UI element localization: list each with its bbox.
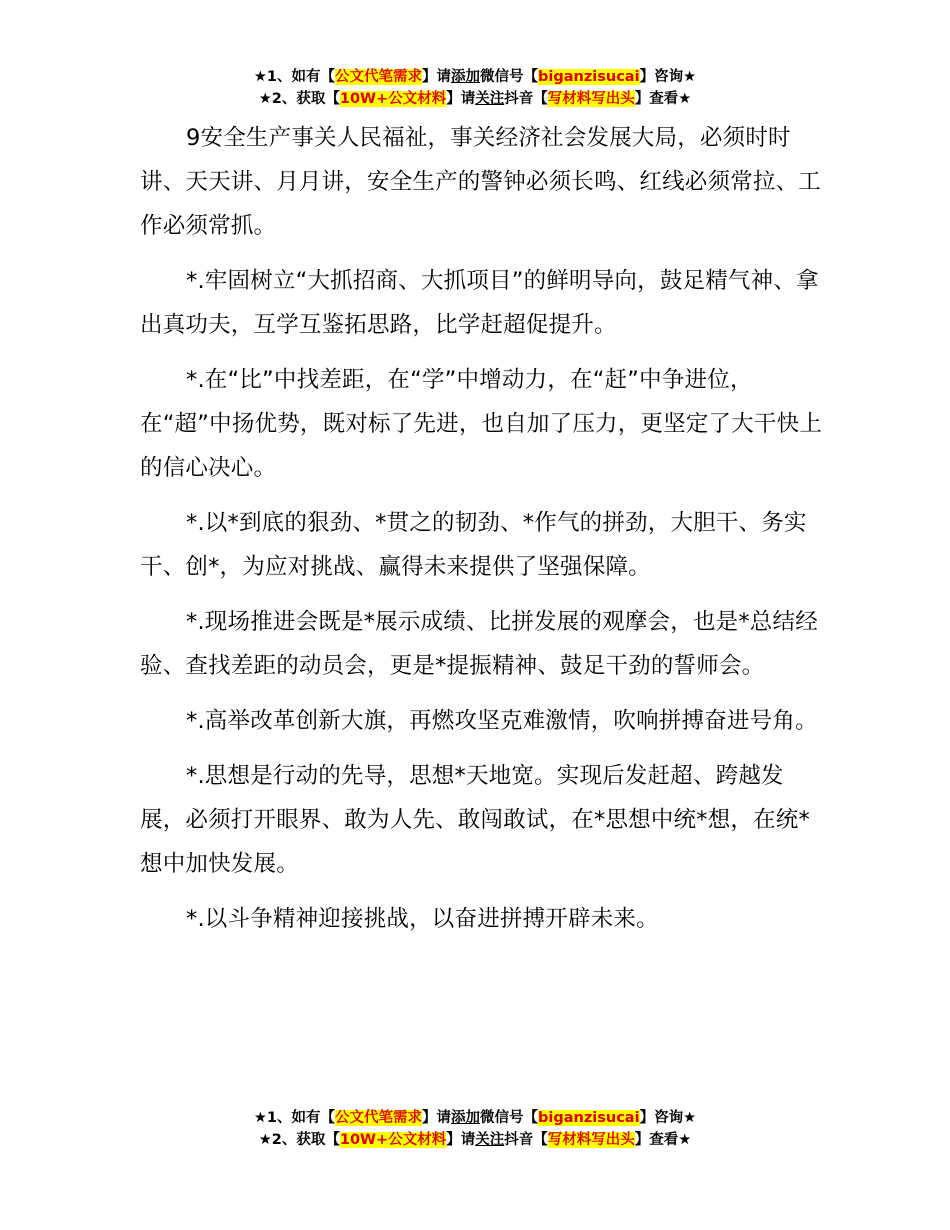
header-highlight-douyin: 写材料写出头: [547, 91, 635, 107]
header-line-1: ★1、如有【公文代笔需求】请添加微信号【biganzisucai】咨询★: [253, 69, 697, 85]
header-highlight-wechat-id: biganzisucai: [538, 69, 640, 85]
header-line-2: ★2、获取【10W+公文材料】请关注抖音【写材料写出头】查看★: [258, 91, 692, 107]
footer-highlight-douyin: 写材料写出头: [547, 1132, 635, 1148]
footer-banner: [0, 1107, 950, 1151]
paragraph-7: *.思想是行动的先导，思想*天地宽。实现后发赶超、跨越发展，必须打开眼界、敢为人先、敢闯敢试，在*思想中统*想，在统*想中加快发展。: [140, 763, 810, 877]
paragraph-5: *.现场推进会既是*展示成绩、比拼发展的观摩会，也是*总结经验、查找差距的动员会，更是*提振精神、鼓足干劲的誓师会。: [140, 609, 818, 679]
footer-highlight-materials: 10W+公文材料: [339, 1132, 447, 1148]
footer-line-1: ★1、如有【公文代笔需求】请添加微信号【biganzisucai】咨询★: [253, 1110, 697, 1126]
paragraph-8: *.以斗争精神迎接挑战，以奋进拼搏开辟未来。: [186, 906, 659, 932]
header-highlight-service: 公文代笔需求: [335, 69, 423, 85]
header-highlight-materials: 10W+公文材料: [339, 91, 447, 107]
footer-line-2: ★2、获取【10W+公文材料】请关注抖音【写材料写出头】查看★: [258, 1132, 692, 1148]
paragraph-3: *.在“比”中找差距，在“学”中增动力，在“赶”中争进位，在“超”中扬优势，既对标了先进，也自加了压力，更坚定了大干快上的信心决心。: [140, 367, 823, 481]
paragraph-6: *.高举改革创新大旗，再燃攻坚克难激情，吹响拼搏奋进号角。: [186, 708, 818, 734]
document-body: [140, 116, 825, 952]
header-banner: [0, 66, 950, 110]
paragraph-2: *.牢固树立“大抓招商、大抓项目”的鲜明导向，鼓足精气神、拿出真功夫，互学互鉴拓思路，比学赶超促提升。: [140, 268, 819, 338]
paragraph-4: *.以*到底的狠劲、*贯之的韧劲、*作气的拼劲，大胆干、务实干、创*，为应对挑战、赢得未来提供了坚强保障。: [140, 510, 807, 580]
footer-highlight-service: 公文代笔需求: [335, 1110, 423, 1126]
paragraph-1: 9安全生产事关人民福祉，事关经济社会发展大局，必须时时讲、天天讲、月月讲，安全生产的警钟必须长鸣、红线必须常拉、工作必须常抓。: [140, 125, 822, 239]
footer-highlight-wechat-id: biganzisucai: [538, 1110, 640, 1126]
